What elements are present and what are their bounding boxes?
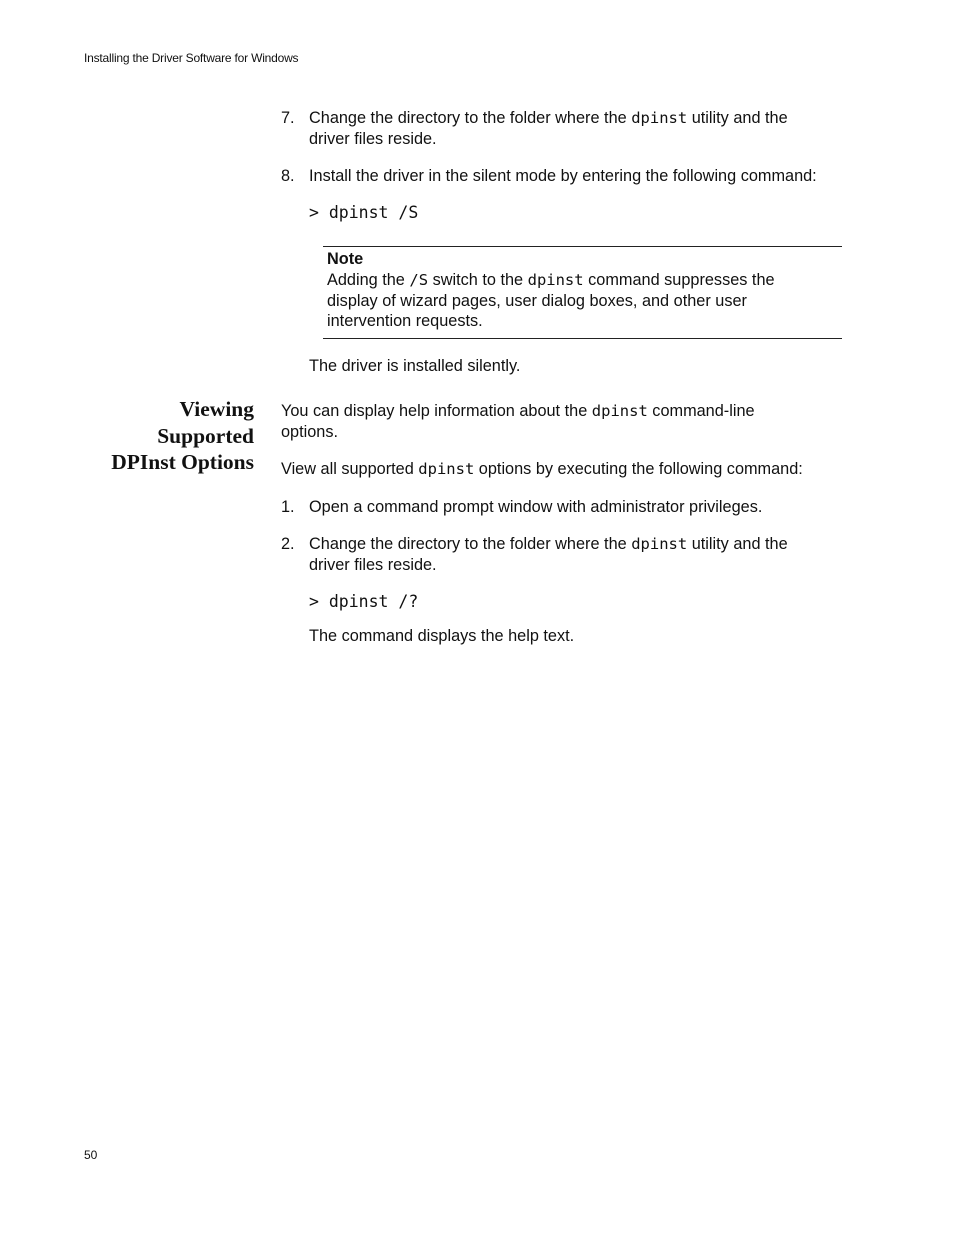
section-heading: Viewing Supported DPInst Options [111, 397, 254, 474]
command-silent: > dpinst /S [309, 203, 419, 222]
inline-code: dpinst [591, 402, 648, 420]
step-8 [281, 166, 861, 188]
step-number: 7. [281, 109, 295, 127]
step-2 [281, 534, 861, 578]
inline-code: /S [409, 271, 429, 289]
step-7 [281, 108, 861, 152]
inline-code: dpinst [631, 109, 688, 127]
command-help: > dpinst /? [309, 592, 419, 611]
page-number: 50 [84, 1148, 98, 1162]
section-command-paragraph: View all supported dpinst options by executing the following command: [281, 460, 803, 478]
step-text: Install the driver in the silent mode by entering the following command: [309, 167, 817, 185]
note-box [323, 246, 842, 339]
step-number: 1. [281, 498, 295, 516]
step-1 [281, 497, 861, 519]
note-title: Note [327, 250, 364, 268]
note-body: Adding the /S switch to the dpinst command suppresses the display of wizard pages, user dialog boxes, and other user intervention requests. [327, 271, 775, 330]
inline-code: dpinst [418, 460, 475, 478]
section-intro-paragraph: You can display help information about the dpinst command-line options. [281, 402, 755, 441]
step-text: Change the directory to the folder where the dpinst utility and the driver files reside. [309, 109, 788, 148]
step-number: 8. [281, 167, 295, 185]
step-number: 2. [281, 535, 295, 553]
step-text: Open a command prompt window with administrator privileges. [309, 498, 763, 516]
result-silent: The driver is installed silently. [309, 357, 521, 375]
running-header: Installing the Driver Software for Windows [84, 51, 299, 65]
inline-code: dpinst [527, 271, 584, 289]
inline-code: dpinst [631, 535, 688, 553]
result-help: The command displays the help text. [309, 627, 575, 645]
step-text: Change the directory to the folder where the dpinst utility and the driver files reside. [309, 535, 788, 574]
